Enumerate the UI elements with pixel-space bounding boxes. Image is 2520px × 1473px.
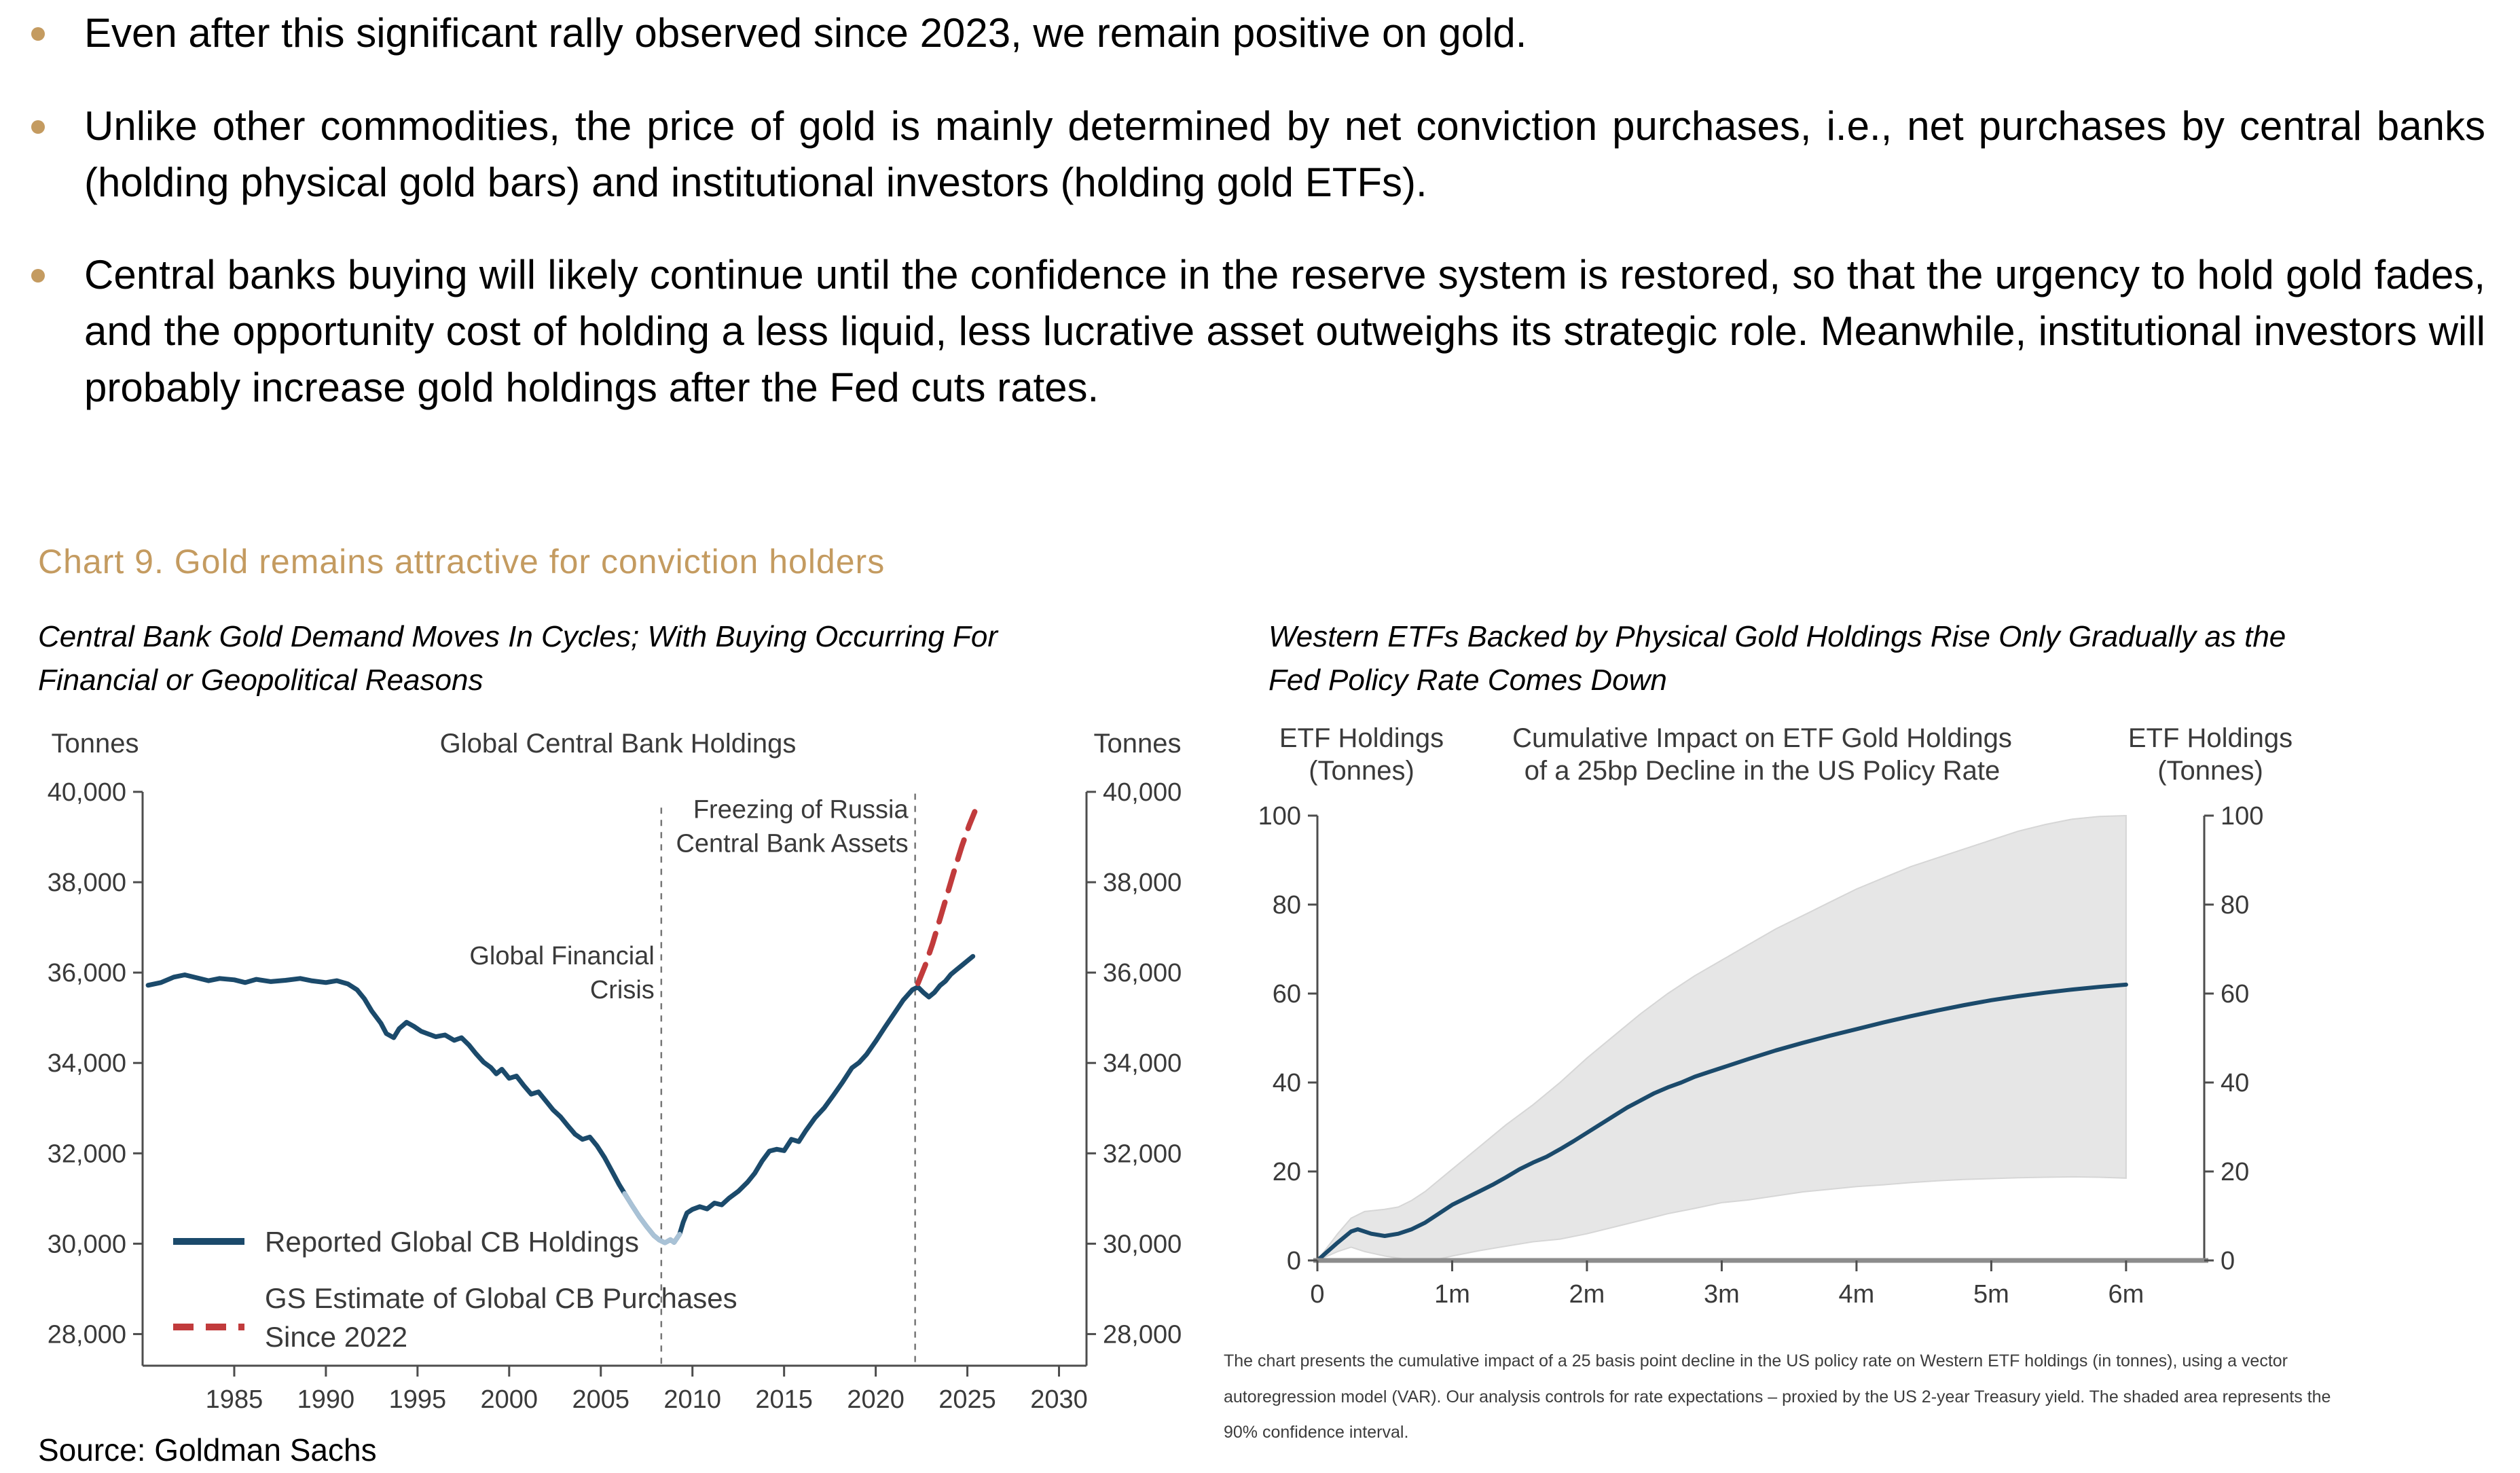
svg-text:80: 80 bbox=[1272, 891, 1301, 920]
svg-text:40: 40 bbox=[2221, 1069, 2250, 1097]
svg-text:0: 0 bbox=[1286, 1247, 1301, 1275]
svg-text:1985: 1985 bbox=[205, 1385, 263, 1414]
svg-text:ETF Holdings: ETF Holdings bbox=[2128, 723, 2293, 753]
right-chart-footnote: The chart presents the cumulative impact of a 25 basis point decline in the US policy rate on Western ETF holdings (in tonnes), using a vector autoregression model (VAR). Our analysis controls for rate expectations – proxied by the US 2-year Treasury yield. The shaded area represents the 90% confidence interval. bbox=[1224, 1351, 2331, 1442]
svg-text:Freezing of Russia: Freezing of Russia bbox=[693, 795, 909, 824]
svg-text:80: 80 bbox=[2221, 891, 2250, 920]
chart-section-title: Chart 9. Gold remains attractive for conviction holders bbox=[38, 543, 885, 581]
bullet-dot-icon bbox=[31, 27, 45, 41]
svg-text:5m: 5m bbox=[1973, 1280, 2009, 1309]
svg-text:60: 60 bbox=[2221, 980, 2250, 1008]
bullet-dot-icon bbox=[31, 120, 45, 134]
svg-text:6m: 6m bbox=[2108, 1280, 2144, 1309]
svg-text:Since 2022: Since 2022 bbox=[265, 1321, 408, 1353]
svg-text:(Tonnes): (Tonnes) bbox=[1309, 756, 1414, 786]
svg-text:0: 0 bbox=[2221, 1247, 2235, 1275]
svg-text:Reported Global CB Holdings: Reported Global CB Holdings bbox=[265, 1226, 639, 1258]
svg-text:Crisis: Crisis bbox=[589, 976, 655, 1005]
svg-text:2005: 2005 bbox=[572, 1385, 630, 1414]
svg-text:Tonnes: Tonnes bbox=[1093, 729, 1182, 759]
svg-text:GS Estimate of Global CB Purch: GS Estimate of Global CB Purchases bbox=[265, 1282, 737, 1314]
svg-text:38,000: 38,000 bbox=[1103, 869, 1182, 898]
svg-text:34,000: 34,000 bbox=[47, 1049, 126, 1078]
etf-holdings-impact-chart bbox=[1222, 717, 2404, 1362]
svg-text:2015: 2015 bbox=[755, 1385, 813, 1414]
svg-text:32,000: 32,000 bbox=[47, 1140, 126, 1169]
svg-text:38,000: 38,000 bbox=[47, 869, 126, 898]
svg-text:1m: 1m bbox=[1434, 1280, 1470, 1309]
svg-text:1990: 1990 bbox=[297, 1385, 355, 1414]
svg-text:Central Bank Assets: Central Bank Assets bbox=[676, 829, 909, 858]
svg-text:0: 0 bbox=[1310, 1280, 1325, 1309]
svg-text:2030: 2030 bbox=[1030, 1385, 1088, 1414]
svg-text:20: 20 bbox=[2221, 1158, 2250, 1186]
svg-text:36,000: 36,000 bbox=[1103, 959, 1182, 988]
svg-text:Global Central Bank Holdings: Global Central Bank Holdings bbox=[439, 729, 797, 759]
bullet-text: Unlike other commodities, the price of gold is mainly determined by net conviction purchases, i.e., net purchases by central banks (holding physical gold bars) and institutional investors (holding gold ETFs). bbox=[84, 103, 2485, 205]
svg-text:28,000: 28,000 bbox=[1103, 1320, 1182, 1349]
svg-text:34,000: 34,000 bbox=[1103, 1049, 1182, 1078]
svg-text:3m: 3m bbox=[1704, 1280, 1740, 1309]
bullet-item bbox=[30, 247, 2485, 416]
svg-text:30,000: 30,000 bbox=[1103, 1230, 1182, 1259]
svg-text:100: 100 bbox=[1258, 802, 1301, 831]
svg-text:30,000: 30,000 bbox=[47, 1230, 126, 1259]
central-bank-gold-holdings-chart bbox=[27, 717, 1209, 1444]
svg-text:2000: 2000 bbox=[480, 1385, 538, 1414]
svg-text:2025: 2025 bbox=[938, 1385, 996, 1414]
svg-text:4m: 4m bbox=[1838, 1280, 1875, 1309]
svg-text:1995: 1995 bbox=[388, 1385, 447, 1414]
svg-text:40,000: 40,000 bbox=[47, 778, 126, 807]
svg-text:2m: 2m bbox=[1569, 1280, 1605, 1309]
right-chart-subtitle: Western ETFs Backed by Physical Gold Holdings Rise Only Gradually as the Fed Policy Rate Comes Down bbox=[1268, 620, 2286, 697]
left-chart-subtitle: Central Bank Gold Demand Moves In Cycles; With Buying Occurring For Financial or Geopolitical Reasons bbox=[38, 620, 998, 697]
svg-text:2010: 2010 bbox=[663, 1385, 721, 1414]
svg-text:60: 60 bbox=[1272, 980, 1301, 1008]
bullet-item bbox=[30, 5, 2485, 62]
svg-text:2020: 2020 bbox=[847, 1385, 905, 1414]
svg-text:(Tonnes): (Tonnes) bbox=[2157, 756, 2263, 786]
bullet-list bbox=[30, 5, 2485, 453]
bullet-text: Central banks buying will likely continue until the confidence in the reserve system is restored, so that the urgency to hold gold fades, and the opportunity cost of holding a less liquid, less lucrative asset outweighs its strategic role. Meanwhile, institutional investors will probably increase gold holdings after the Fed cuts rates. bbox=[84, 252, 2485, 410]
svg-text:Tonnes: Tonnes bbox=[51, 729, 139, 759]
source-note: Source: Goldman Sachs bbox=[38, 1432, 377, 1468]
svg-text:ETF Holdings: ETF Holdings bbox=[1279, 723, 1444, 753]
svg-text:40: 40 bbox=[1272, 1069, 1301, 1097]
svg-text:Cumulative Impact on ETF Gold: Cumulative Impact on ETF Gold Holdings bbox=[1512, 723, 2012, 753]
svg-text:36,000: 36,000 bbox=[47, 959, 126, 988]
svg-text:28,000: 28,000 bbox=[47, 1320, 126, 1349]
svg-text:32,000: 32,000 bbox=[1103, 1140, 1182, 1169]
svg-text:40,000: 40,000 bbox=[1103, 778, 1182, 807]
bullet-dot-icon bbox=[31, 269, 45, 283]
svg-text:of a 25bp Decline in the US Po: of a 25bp Decline in the US Policy Rate bbox=[1524, 756, 2001, 786]
svg-text:Global Financial: Global Financial bbox=[469, 942, 655, 971]
bullet-text: Even after this significant rally observed since 2023, we remain positive on gold. bbox=[84, 10, 1527, 56]
svg-text:100: 100 bbox=[2221, 802, 2264, 831]
svg-text:20: 20 bbox=[1272, 1158, 1301, 1186]
bullet-item bbox=[30, 98, 2485, 211]
